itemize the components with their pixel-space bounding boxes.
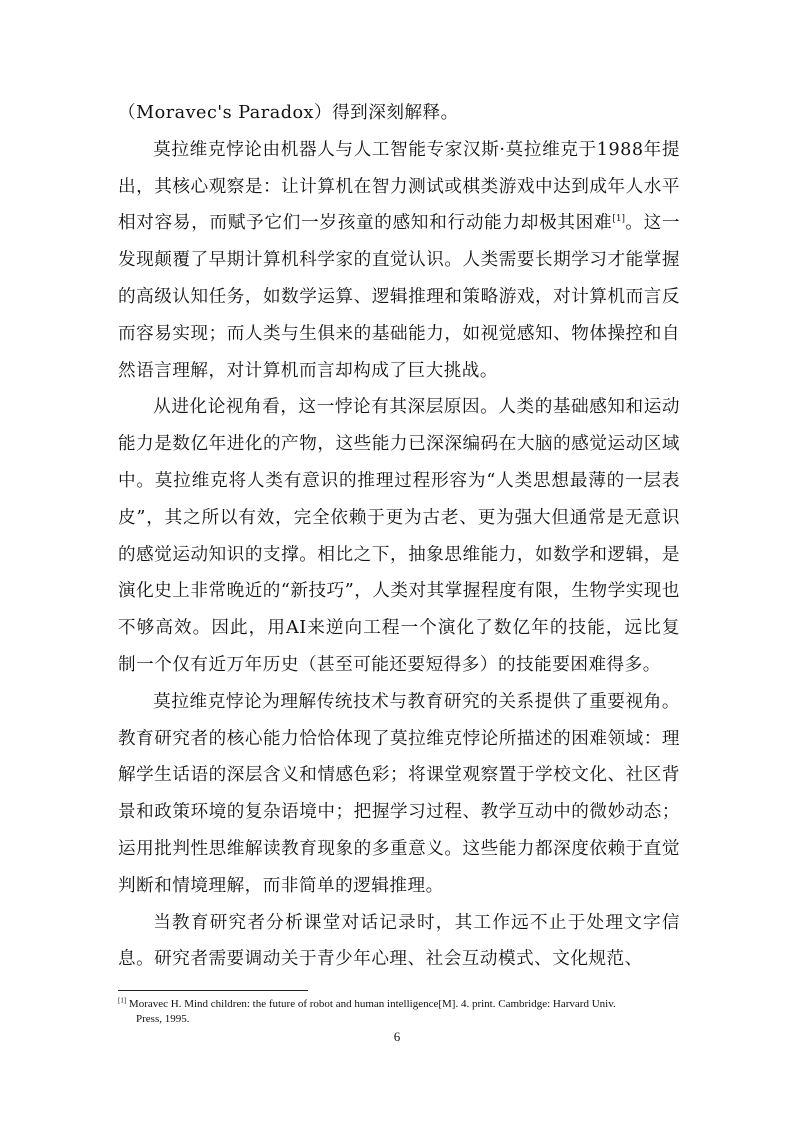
footnote-divider — [118, 990, 308, 991]
page-number: 6 — [393, 1029, 401, 1044]
paragraph-text: 莫拉维克悖论由机器人与人工智能专家汉斯·莫拉维克于1988年提出，其核心观察是：让计算机在智力测试或棋类游戏中达到成年人水平相对容易，而赋予它们一岁孩童的感知和行动能力却极其困难 — [118, 139, 680, 234]
footnote-text: Moravec H. Mind children: the future of robot and human intelligence[M]. 4. print. Cambridge: Harvard Univ. — [126, 998, 616, 1010]
paragraph-moravec-intro — [118, 132, 680, 390]
footnote-marker: [1] — [118, 996, 127, 1005]
paragraph-text: 。这一发现颠覆了早期计算机科学家的直觉认识。人类需要长期学习才能掌握的高级认知任务，如数学运算、逻辑推理和策略游戏，对计算机而言反而容易实现；而人类与生俱来的基础能力，如视觉感知、物体操控和自然语言理解，对计算机而言却构成了巨大挑战。 — [118, 213, 680, 381]
footnote — [118, 997, 680, 1027]
footnote-line — [118, 997, 680, 1012]
footnote-line-continuation: Press, 1995. — [136, 1013, 190, 1025]
footnote-reference[interactable]: [1] — [612, 214, 626, 225]
paragraph-evolution: 从进化论视角看，这一悖论有其深层原因。人类的基础感知和运动能力是数亿年进化的产物，这些能力已深深编码在大脑的感觉运动区域中。莫拉维克将人类有意识的推理过程形容为“人类思想最薄的一层表皮”，其之所以有效，完全依赖于更为古老、更为强大但通常是无意识的感觉运动知识的支撑。相比之下，抽象思维能力，如数学和逻辑，是演化史上非常晚近的“新技巧”，人类对其掌握程度有限，生物学实现也不够高效。因此，用AI来逆向工程一个演化了数亿年的技能，远比复制一个仅有近万年历史（甚至可能还要短得多）的技能要困难得多。 — [118, 397, 680, 675]
paragraph-continuation: （Moravec's Paradox）得到深刻解释。 — [118, 103, 459, 123]
paragraph-classroom-dialogue: 当教育研究者分析课堂对话记录时，其工作远不止于处理文字信息。研究者需要调动关于青少年心理、社会互动模式、文化规范、 — [118, 912, 680, 970]
body-text — [118, 95, 680, 978]
paragraph-education-research: 莫拉维克悖论为理解传统技术与教育研究的关系提供了重要视角。教育研究者的核心能力恰恰体现了莫拉维克悖论所描述的困难领域：理解学生话语的深层含义和情感色彩；将课堂观察置于学校文化、社区背景和政策环境的复杂语境中；把握学习过程、教学互动中的微妙动态；运用批判性思维解读教育现象的多重意义。这些能力都深度依赖于直觉判断和情境理解，而非简单的逻辑推理。 — [118, 691, 680, 896]
